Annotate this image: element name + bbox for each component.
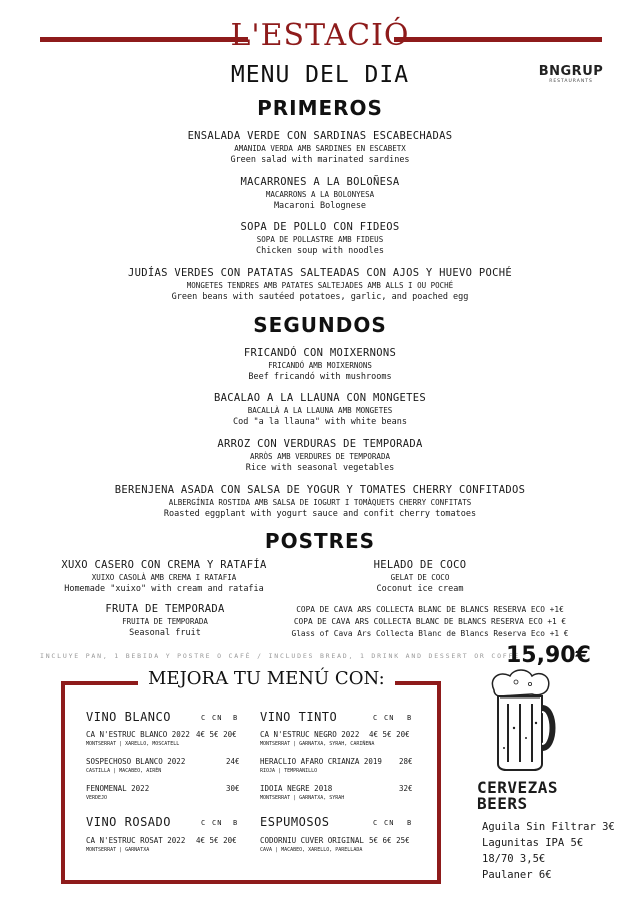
dish-primero-1 bbox=[0, 129, 640, 166]
dessert-3 bbox=[80, 602, 250, 639]
dish-name-en: Beef fricandó with mushrooms bbox=[248, 372, 392, 382]
col-header-b: B bbox=[233, 714, 239, 722]
dish-name-es: FRICANDÓ CON MOIXERNONS bbox=[243, 347, 397, 359]
dish-name-es: BERENJENA ASADA CON SALSA DE YOGUR Y TOMATES CHERRY CONFITADOS bbox=[114, 484, 526, 496]
category-vino-blanco: VINO BLANCO bbox=[86, 710, 171, 724]
menu-title: MENU DEL DIA bbox=[230, 62, 410, 88]
col-header-cn: CN bbox=[384, 714, 395, 722]
dish-name-ca: ALBERGÍNIA ROSTIDA AMB SALSA DE IOGURT I TOMÀQUETS CHERRY CONFITATS bbox=[168, 498, 472, 507]
category-vino-rosado: VINO ROSADO bbox=[86, 815, 171, 829]
beer-item: Aguila Sin Filtrar 3€ bbox=[482, 821, 615, 833]
upgrade-title: MEJORA TU MENÚ CON: bbox=[138, 668, 395, 689]
dish-segundo-2 bbox=[0, 391, 640, 428]
wine-name: CA N'ESTRUC NEGRO 2022 bbox=[260, 730, 360, 739]
wine-region: CAVA | MACABEO, XARELLO, PARELLADA bbox=[260, 847, 363, 853]
section-postres-heading: POSTRES bbox=[264, 529, 376, 553]
beer-item: Lagunitas IPA 5€ bbox=[482, 837, 584, 849]
wine-region: RIOJA | TEMPRANILLO bbox=[260, 768, 318, 774]
wine-name: CODORNIU CUVER ORIGINAL bbox=[260, 836, 364, 845]
beers-subtitle: BEERS bbox=[477, 794, 528, 813]
dish-name-es: ENSALADA VERDE CON SARDINAS ESCABECHADAS bbox=[187, 130, 453, 142]
dish-name-es: XUXO CASERO CON CREMA Y RATAFÍA bbox=[61, 559, 267, 571]
col-header-b: B bbox=[407, 819, 413, 827]
dish-name-es: SOPA DE POLLO CON FIDEOS bbox=[240, 221, 400, 233]
col-header-cn: CN bbox=[384, 819, 395, 827]
col-header-cn: CN bbox=[212, 714, 223, 722]
cava-ca: COPA DE CAVA ARS COLLECTA BLANC DE BLANCS RESERVA ECO +1 € bbox=[293, 617, 567, 626]
dish-segundo-4 bbox=[0, 483, 640, 520]
dish-name-es: BACALAO A LA LLAUNA CON MONGETES bbox=[214, 392, 426, 404]
dish-segundo-1 bbox=[0, 346, 640, 383]
dish-primero-2 bbox=[0, 175, 640, 212]
dish-name-ca: XUIXO CASOLÀ AMB CREMA I RATAFIA bbox=[91, 573, 237, 582]
wine-prices: 30€ bbox=[226, 784, 240, 793]
cava-en: Glass of Cava Ars Collecta Blanc de Blancs Reserva Eco +1 € bbox=[291, 629, 569, 638]
col-header-b: B bbox=[233, 819, 239, 827]
dish-name-es: MACARRONES A LA BOLOÑESA bbox=[240, 176, 400, 188]
dish-name-ca: GELAT DE COCO bbox=[390, 573, 450, 582]
wine-name: CA N'ESTRUC ROSAT 2022 bbox=[86, 836, 186, 845]
col-header-c: C bbox=[373, 714, 379, 722]
dish-name-es: FRUTA DE TEMPORADA bbox=[105, 603, 225, 615]
menu-price: 15,90€ bbox=[506, 643, 591, 668]
dish-name-en: Cod "a la llauna" with white beans bbox=[233, 417, 407, 427]
col-header-c: C bbox=[201, 819, 207, 827]
partner-sub: RESTAURANTS bbox=[549, 79, 593, 84]
wine-prices: 4€ 5€ 20€ bbox=[196, 730, 237, 739]
wine-prices: 5€ 6€ 25€ bbox=[369, 836, 410, 845]
dish-name-en: Roasted eggplant with yogurt sauce and confit cherry tomatoes bbox=[163, 509, 477, 519]
wine-region: MONTSERRAT | GARNATXA, SYRAH bbox=[260, 795, 345, 801]
dish-name-ca: AMANIDA VERDA AMB SARDINES EN ESCABETX bbox=[234, 144, 406, 153]
dish-name-ca: MACARRONS A LA BOLONYESA bbox=[265, 190, 375, 199]
section-segundos-heading: SEGUNDOS bbox=[253, 313, 387, 337]
beer-item: 18/70 3,5€ bbox=[482, 853, 546, 865]
cava-es: COPA DE CAVA ARS COLLECTA BLANC DE BLANCS RESERVA ECO +1€ bbox=[296, 605, 564, 614]
wine-region: CASTILLA | MACABEO, AIRÉN bbox=[86, 768, 162, 774]
dish-name-es: JUDÍAS VERDES CON PATATAS SALTEADAS CON AJOS Y HUEVO POCHÉ bbox=[127, 267, 513, 279]
wine-prices: 4€ 5€ 20€ bbox=[369, 730, 410, 739]
wine-prices: 32€ bbox=[399, 784, 413, 793]
includes-note: INCLUYE PAN, 1 BEBIDA Y POSTRE O CAFÉ / INCLUDES BREAD, 1 DRINK AND DESSERT OR COFFE bbox=[40, 652, 520, 660]
beer-item: Paulaner 6€ bbox=[482, 869, 552, 881]
col-header-c: C bbox=[201, 714, 207, 722]
wine-name: CA N'ESTRUC BLANCO 2022 bbox=[86, 730, 190, 739]
wine-region: MONTSERRAT | GARNATXA bbox=[86, 847, 150, 853]
dessert-cava bbox=[280, 604, 580, 640]
dish-name-en: Rice with seasonal vegetables bbox=[245, 463, 395, 473]
wine-prices: 24€ bbox=[226, 757, 240, 766]
dish-name-ca: FRICANDÓ AMB MOIXERNONS bbox=[268, 361, 372, 370]
col-header-b: B bbox=[407, 714, 413, 722]
wine-region: VERDEJO bbox=[86, 795, 108, 801]
section-primeros-heading: PRIMEROS bbox=[257, 96, 383, 120]
dish-name-ca: FRUITA DE TEMPORADA bbox=[122, 617, 208, 626]
dish-name-en: Green beans with sautéed potatoes, garlic, and poached egg bbox=[171, 292, 469, 302]
dish-segundo-3 bbox=[0, 437, 640, 474]
dish-name-en: Seasonal fruit bbox=[129, 628, 201, 638]
wine-name: SOSPECHOSO BLANCO 2022 bbox=[86, 757, 186, 766]
dish-name-ca: SOPA DE POLLASTRE AMB FIDEUS bbox=[256, 235, 384, 244]
wine-prices: 28€ bbox=[399, 757, 413, 766]
category-espumosos: ESPUMOSOS bbox=[260, 815, 330, 829]
dish-name-es: ARROZ CON VERDURAS DE TEMPORADA bbox=[217, 438, 423, 450]
dish-name-en: Green salad with marinated sardines bbox=[230, 155, 410, 165]
dish-name-en: Homemade "xuixo" with cream and ratafia bbox=[64, 584, 264, 594]
dish-name-en: Macaroni Bolognese bbox=[273, 201, 367, 211]
dish-primero-3 bbox=[0, 220, 640, 257]
dish-name-en: Chicken soup with noodles bbox=[256, 246, 384, 256]
dish-name-en: Coconut ice cream bbox=[376, 584, 464, 594]
dish-name-ca: ARRÒS AMB VERDURES DE TEMPORADA bbox=[250, 452, 390, 461]
dessert-1 bbox=[40, 558, 288, 595]
wine-prices: 4€ 5€ 20€ bbox=[196, 836, 237, 845]
partner-name: BNGRUP bbox=[538, 64, 604, 79]
dish-name-es: HELADO DE COCO bbox=[373, 559, 467, 571]
wine-name: IDOIA NEGRE 2018 bbox=[260, 784, 333, 793]
dish-name-ca: MONGETES TENDRES AMB PATATES SALTEJADES AMB ALLS I OU POCHÉ bbox=[186, 281, 454, 290]
beer-mug-icon bbox=[486, 668, 558, 772]
dish-name-ca: BACALLÀ A LA LLAUNA AMB MONGETES bbox=[247, 406, 393, 415]
wine-name: FENOMENAL 2022 bbox=[86, 784, 150, 793]
restaurant-logo: L'ESTACIÓ bbox=[230, 18, 410, 53]
dish-primero-4 bbox=[0, 266, 640, 303]
wine-name: HERACLIO AFARO CRIANZA 2019 bbox=[260, 757, 382, 766]
col-header-cn: CN bbox=[212, 819, 223, 827]
wine-region: MONTSERRAT | XARELLO, MOSCATELL bbox=[86, 741, 180, 747]
col-header-c: C bbox=[373, 819, 379, 827]
beers-title: CERVEZAS bbox=[477, 778, 559, 797]
category-vino-tinto: VINO TINTO bbox=[260, 710, 338, 724]
dessert-2 bbox=[340, 558, 500, 595]
wine-region: MONTSERRAT | GARNATXA, SYRAH, CARIÑENA bbox=[260, 741, 375, 747]
